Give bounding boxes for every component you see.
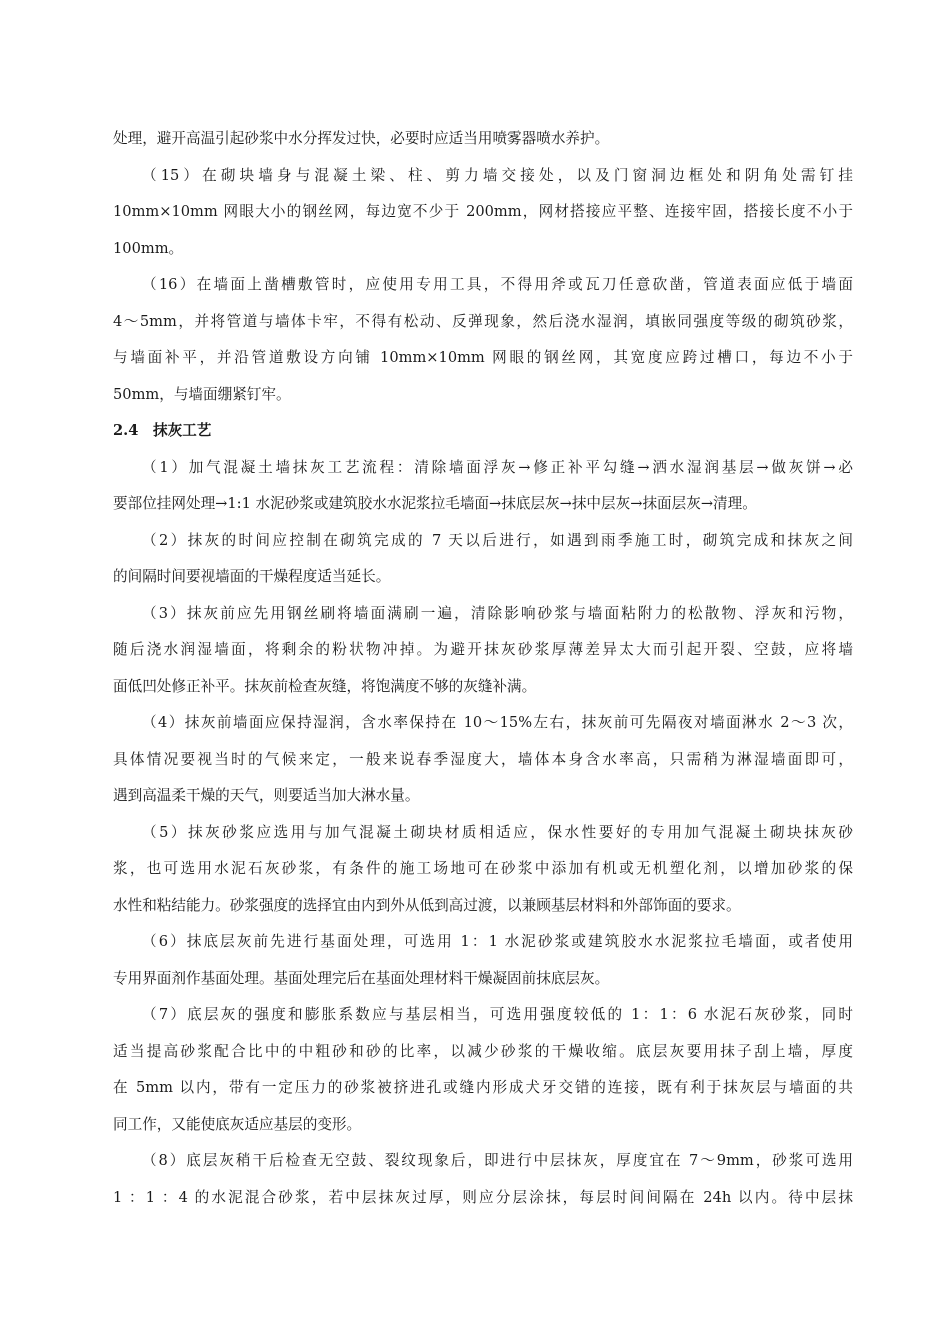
text-line: 具体情况要视当时的气候来定，一般来说春季湿度大，墙体本身含水率高，只需稍为淋湿墙面即可， xyxy=(113,750,853,768)
text-line: 水性和粘结能力。砂浆强度的选择宜由内到外从低到高过渡，以兼顾基层材料和外部饰面的要求。 xyxy=(113,896,741,914)
text-line: 4～5mm，并将管道与墙体卡牢，不得有松动、反弹现象，然后浇水湿润，填嵌同强度等级的砌筑砂浆， xyxy=(113,312,853,330)
section-heading: 2.4 抹灰工艺 xyxy=(113,422,212,439)
text-line: 适当提高砂浆配合比中的中粗砂和砂的比率，以减少砂浆的干燥收缩。底层灰要用抹子刮上墙，厚度 xyxy=(113,1042,853,1060)
text-line: 与墙面补平，并沿管道敷设方向铺 10mm×10mm 网眼的钢丝网，其宽度应跨过槽口，每边不小于 xyxy=(113,349,853,366)
text-line: （2）抹灰的时间应控制在砌筑完成的 7 天以后进行，如遇到雨季施工时，砌筑完成和抹灰之间 xyxy=(142,531,853,549)
text-line: 同工作，又能使底灰适应基层的变形。 xyxy=(113,1115,362,1133)
text-line: 要部位挂网处理→1:1 水泥砂浆或建筑胶水水泥浆拉毛墙面→抹底层灰→抹中层灰→抹面层灰→清理。 xyxy=(113,495,757,512)
text-line: （8）底层灰稍干后检查无空鼓、裂纹现象后，即进行中层抹灰，厚度宜在 7～9mm，砂浆可选用 xyxy=(142,1152,853,1169)
text-line: （5）抹灰砂浆应选用与加气混凝土砌块材质相适应，保水性要好的专用加气混凝土砌块抹灰砂 xyxy=(142,823,853,841)
text-line: 专用界面剂作基面处理。基面处理完后在基面处理材料干燥凝固前抹底层灰。 xyxy=(113,969,610,987)
text-line: （4）抹灰前墙面应保持湿润，含水率保持在 10～15%左右，抹灰前可先隔夜对墙面淋水 2～3 次， xyxy=(142,714,853,731)
text-line: 面低凹处修正补平。抹灰前检查灰缝，将饱满度不够的灰缝补满。 xyxy=(113,677,537,695)
text-line: （6）抹底层灰前先进行基面处理，可选用 1：1 水泥砂浆或建筑胶水水泥浆拉毛墙面，或者使用 xyxy=(142,933,853,950)
text-line: 的间隔时间要视墙面的干燥程度适当延长。 xyxy=(113,568,391,585)
text-line: 100mm。 xyxy=(113,239,184,257)
text-line: （15）在砌块墙身与混凝土梁、柱、剪力墙交接处，以及门窗洞边框处和阴角处需钉挂 xyxy=(142,166,853,184)
text-line: 50mm，与墙面绷紧钉牢。 xyxy=(113,385,291,403)
text-line: （7）底层灰的强度和膨胀系数应与基层相当，可选用强度较低的 1：1：6 水泥石灰砂浆，同时 xyxy=(142,1006,853,1023)
document-body xyxy=(113,121,853,1216)
text-line: 处理，避开高温引起砂浆中水分挥发过快，必要时应适当用喷雾器喷水养护。 xyxy=(113,130,610,147)
text-line: （3）抹灰前应先用钢丝刷将墙面满刷一遍，清除影响砂浆与墙面粘附力的松散物、浮灰和污物， xyxy=(142,604,853,622)
text-line: 1 ：1 ：4 的水泥混合砂浆，若中层抹灰过厚，则应分层涂抹，每层时间间隔在 24h 以内。待中层抹 xyxy=(113,1188,853,1206)
text-line: 遇到高温柔干燥的天气，则要适当加大淋水量。 xyxy=(113,787,420,804)
text-line: 随后浇水润湿墙面，将剩余的粉状物冲掉。为避开抹灰砂浆厚薄差异太大而引起开裂、空鼓，应将墙 xyxy=(113,641,853,658)
text-line: （16）在墙面上凿槽敷管时，应使用专用工具，不得用斧或瓦刀任意砍凿，管道表面应低于墙面 xyxy=(142,276,853,293)
text-line: （1）加气混凝土墙抹灰工艺流程：清除墙面浮灰→修正补平勾缝→洒水湿润基层→做灰饼→必 xyxy=(142,458,853,476)
paragraph-block-after-heading xyxy=(113,450,853,1217)
text-line: 10mm×10mm 网眼大小的钢丝网，每边宽不少于 200mm，网材搭接应平整、连接牢固，搭接长度不小于 xyxy=(113,203,853,220)
text-line: 在 5mm 以内，带有一定压力的砂浆被挤进孔或缝内形成犬牙交错的连接，既有利于抹灰层与墙面的共 xyxy=(113,1079,853,1096)
text-line: 浆，也可选用水泥石灰砂浆，有条件的施工场地可在砂浆中添加有机或无机塑化剂，以增加砂浆的保 xyxy=(113,860,853,877)
paragraph-block-before-heading xyxy=(113,121,853,413)
